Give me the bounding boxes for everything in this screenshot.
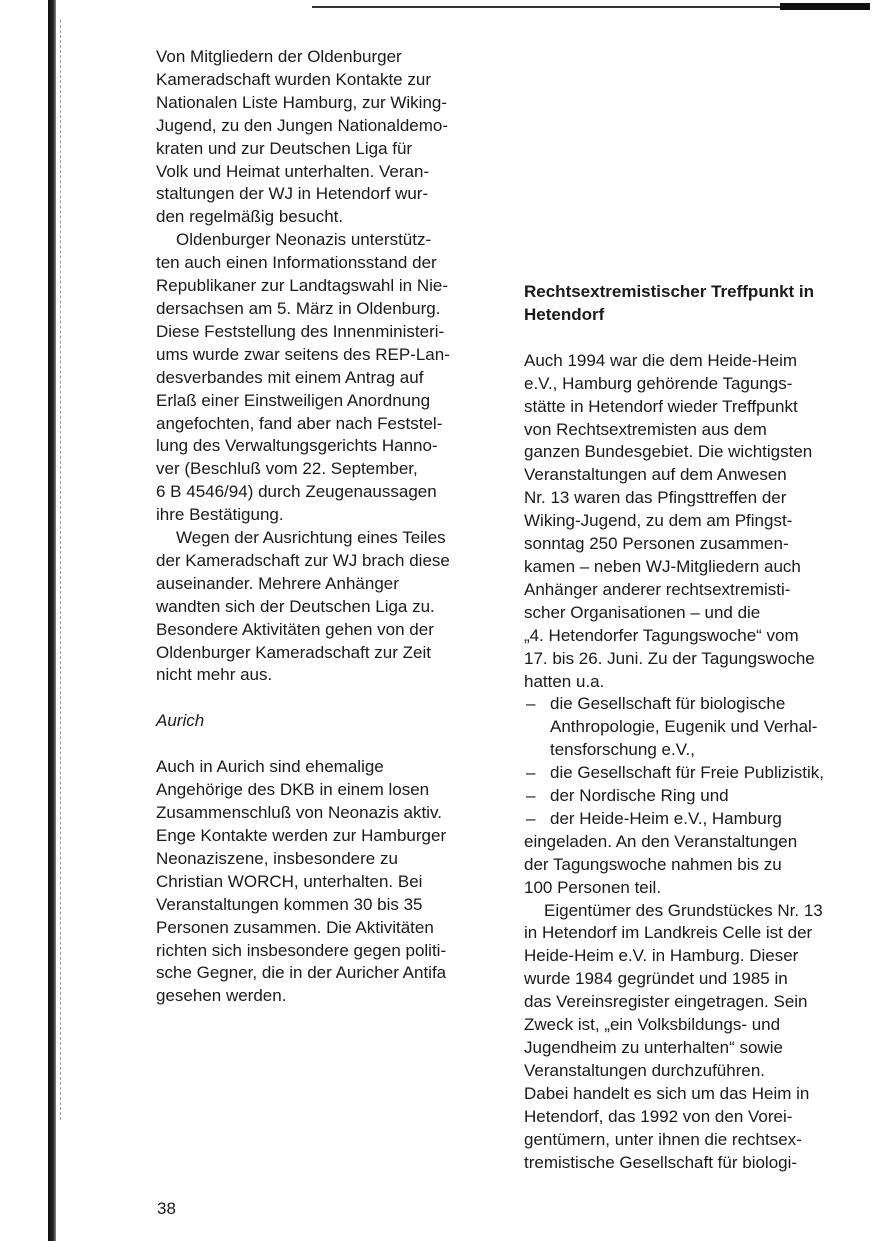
- paragraph-republikaner-stand: Oldenburger Neonazis unterstütz- ten auch einen Informationsstand der Republikaner zur Landtagswahl in Nie- dersachsen am 5. März in Oldenburg. Diese Feststellung des Innenministeri- ums wurde zwar seitens des REP-Lan- desverbandes mit einem Antrag auf Erlaß einer Einstweiligen Anordnung angefochten, fand aber nach Feststel- lung des Verwaltungsgerichts Hanno- ver (Beschluß vom 22. September, 6 B 4546/94) durch Zeugenaussagen ihre Bestätigung.: [156, 230, 450, 525]
- invited-organizations-list: [524, 693, 866, 830]
- list-item: – der Heide-Heim e.V., Hamburg: [524, 808, 866, 831]
- paragraph-heide-heim-owner: Eigentümer des Grundstückes Nr. 13 in Hetendorf im Landkreis Celle ist der Heide-Heim e.V. in Hamburg. Dieser wurde 1984 gegründet und 1985 in das Vereinsregister eingetragen. Sein Zweck ist, „ein Volksbildungs- und Jugendheim zu unterhalten“ sowie Veranstaltungen durchzuführen. Dabei handelt es sich um das Heim in Hetendorf, das 1992 von den Vorei- gentümern, unter ihnen die rechtsex- tremistische Gesellschaft für biologi-: [524, 900, 823, 1172]
- paragraph-aurich: Auch in Aurich sind ehemalige Angehörige des DKB in einem losen Zusammenschluß von Neonazis aktiv. Enge Kontakte werden zur Hamburger Neonaziszene, insbesondere zu Christian WORCH, unterhalten. Bei Veranstaltungen kommen 30 bis 35 Personen zusammen. Die Aktivitäten richten sich insbesondere gegen politi- sche Gegner, die in der Auricher Antifa gesehen werden.: [156, 757, 447, 1006]
- section-heading-hetendorf: Rechtsextremistischer Treffpunkt in Hetendorf: [524, 282, 815, 324]
- scan-binding-edge: [48, 0, 56, 1241]
- top-rule-mark: [780, 3, 870, 10]
- paragraph-oldenburg-contacts: Von Mitgliedern der Oldenburger Kameradschaft wurden Kontakte zur Nationalen Liste Hamburg, zur Wiking- Jugend, zu den Jungen Nationaldemo- kraten und zur Deutschen Liga für Volk und Heimat unterhalten. Veran- staltungen der WJ in Hetendorf wur- den regelmäßig besucht.: [156, 47, 449, 227]
- paragraph-kameradschaft-split: Wegen der Ausrichtung eines Teiles der Kameradschaft zur WJ brach diese auseinander. Mehrere Anhänger wandten sich der Deutschen Liga zu. Besondere Aktivitäten gehen von der Oldenburger Kameradschaft zur Zeit nicht mehr aus.: [156, 528, 450, 685]
- section-heading-aurich: Aurich: [156, 711, 205, 731]
- page-number: 38: [157, 1199, 176, 1218]
- list-item: – der Nordische Ring und: [524, 785, 866, 808]
- list-item: – die Gesellschaft für Freie Publizistik,: [524, 762, 866, 785]
- paragraph-hetendorf-1994: Auch 1994 war die dem Heide-Heim e.V., Hamburg gehörende Tagungs- stätte in Hetendorf wieder Treffpunkt von Rechtsextremisten aus dem ganzen Bundesgebiet. Die wichtigsten Veranstaltungen auf dem Anwesen Nr. 13 waren das Pfingsttreffen der Wiking-Jugend, zu dem am Pfingst- sonntag 250 Personen zusammen- kamen – neben WJ-Mitgliedern auch Anhänger anderer rechtsextremisti- scher Organisationen – und die „4. Hetendorfer Tagungswoche“ vom 17. bis 26. Juni. Zu der Tagungswoche hatten u.a.: [524, 350, 815, 691]
- right-column: [524, 281, 866, 1174]
- left-column: [156, 46, 501, 1008]
- paragraph-invited-attendance: eingeladen. An den Veranstaltungen der Tagungswoche nahmen bis zu 100 Personen teil.: [524, 831, 798, 897]
- list-item: – die Gesellschaft für biologische Anthropologie, Eugenik und Verhal- tensforschung e.V.,: [524, 693, 866, 762]
